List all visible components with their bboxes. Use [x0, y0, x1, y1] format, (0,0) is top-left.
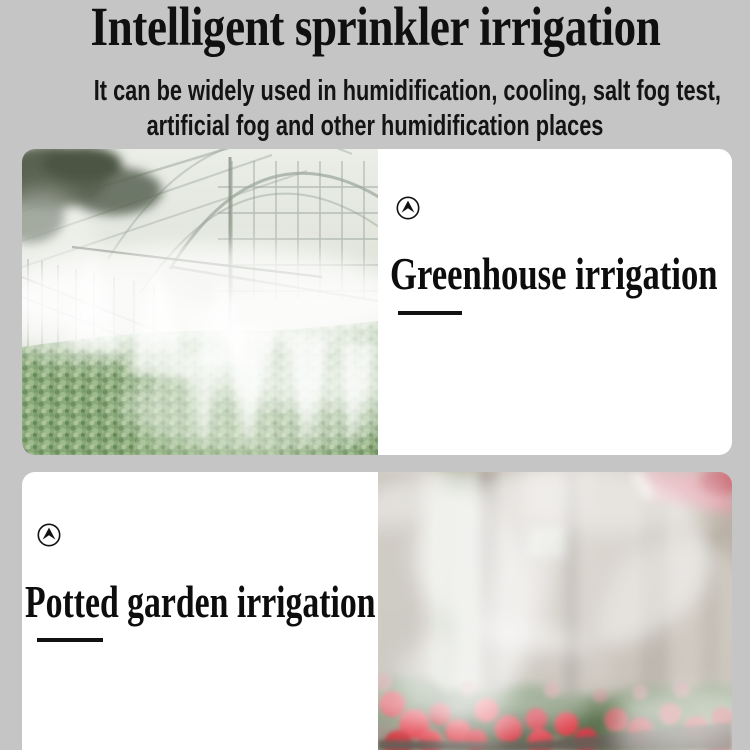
subtitle-line-2: artificial fog and other humidification places	[146, 110, 604, 142]
label-underline	[37, 638, 103, 642]
potted-flowers-photo	[378, 472, 732, 750]
potted-garden-card	[22, 472, 378, 750]
greenhouse-photo	[22, 149, 378, 455]
greenhouse-section	[22, 149, 732, 455]
page-subtitle	[0, 74, 750, 144]
potted-garden-section	[22, 472, 732, 750]
page-title	[0, 0, 750, 57]
section-label: Greenhouse irrigation	[390, 249, 718, 299]
up-arrow-circle-icon	[396, 196, 420, 220]
up-arrow-circle-icon	[37, 523, 61, 547]
page-title-text: Intelligent sprinkler irrigation	[90, 0, 660, 57]
greenhouse-card	[378, 149, 732, 455]
label-underline	[398, 311, 462, 315]
section-label: Potted garden irrigation	[25, 577, 376, 627]
subtitle-line-1: It can be widely used in humidification, cooling, salt fog test,	[93, 75, 721, 107]
